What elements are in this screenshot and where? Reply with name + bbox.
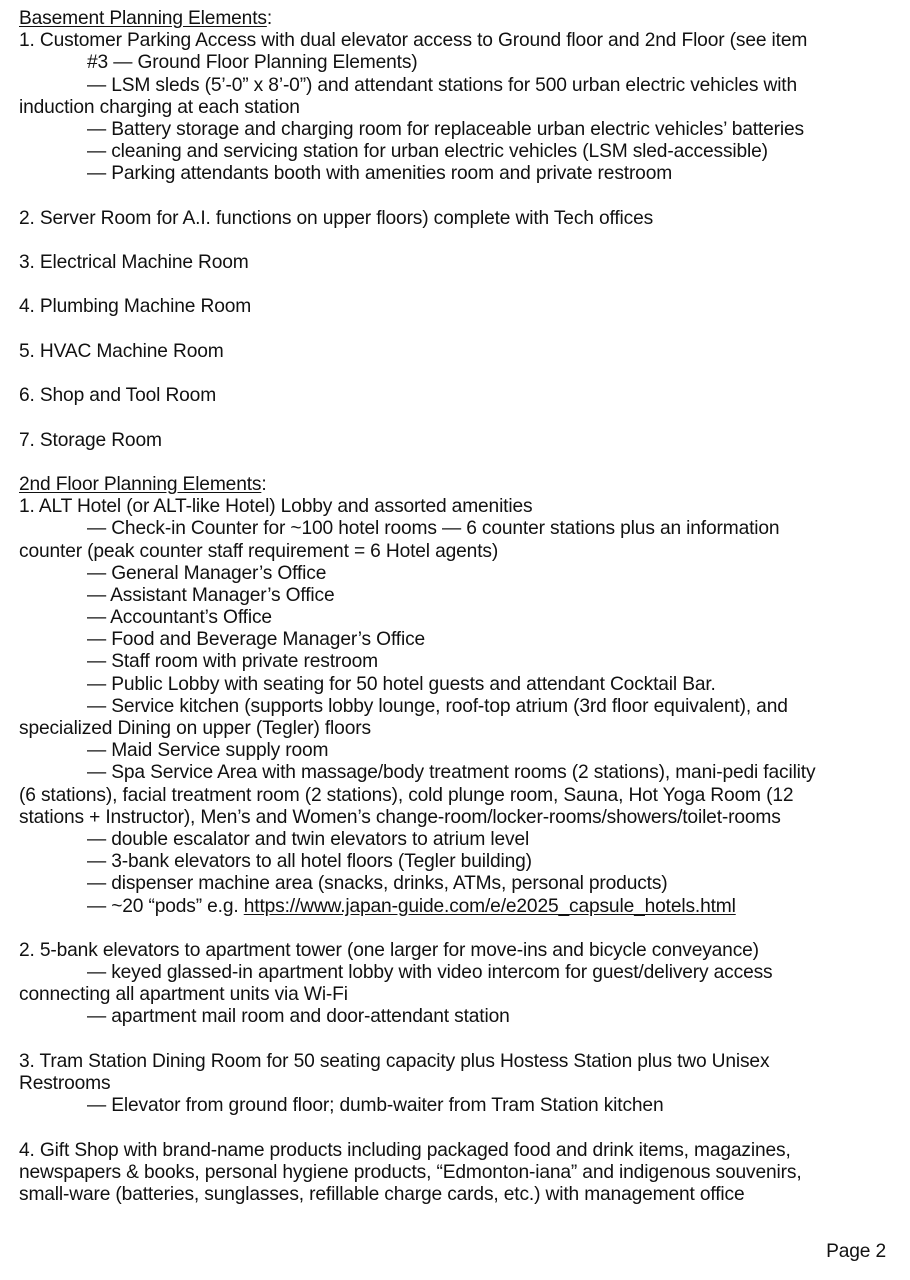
second-floor-heading-text: 2nd Floor Planning Elements (19, 473, 262, 495)
second-floor-heading-colon: : (261, 473, 267, 495)
second-floor-item-1-sub-kitchen: — Service kitchen (supports lobby lounge, roof-top atrium (3rd floor equivalent), and (87, 695, 788, 717)
second-floor-item-1-sub-maid-room: — Maid Service supply room (87, 740, 329, 762)
basement-item-3: 3. Electrical Machine Room (19, 252, 249, 274)
second-floor-item-2-sub-mail-room: — apartment mail room and door-attendant station (87, 1006, 510, 1028)
second-floor-item-2-sub-lobby-wrap: connecting all apartment units via Wi-Fi (19, 984, 348, 1006)
basement-heading-text: Basement Planning Elements (19, 8, 267, 29)
second-floor-heading (19, 474, 889, 496)
spacer (19, 186, 889, 208)
basement-item-1: 1. Customer Parking Access with dual elevator access to Ground floor and 2nd Floor (see item (19, 30, 808, 52)
basement-item-1-sub-lsm-sleds-wrap: induction charging at each station (19, 96, 300, 118)
second-floor-item-1-sub-kitchen-wrap: specialized Dining on upper (Tegler) floors (19, 718, 371, 739)
second-floor-item-2-sub-lobby: — keyed glassed-in apartment lobby with video intercom for guest/delivery access (87, 962, 773, 984)
spacer (19, 407, 889, 429)
basement-item-1-continuation: #3 — Ground Floor Planning Elements) (87, 52, 418, 74)
spacer (19, 363, 889, 385)
document-page (19, 8, 889, 1206)
second-floor-item-4: 4. Gift Shop with brand-name products including packaged food and drink items, magazines, (19, 1139, 791, 1161)
second-floor-item-1-sub-dispenser: — dispenser machine area (snacks, drinks, ATMs, personal products) (87, 873, 668, 895)
page-number: Page 2 (826, 1241, 886, 1262)
second-floor-item-2: 2. 5-bank elevators to apartment tower (one larger for move-ins and bicycle conveyance) (19, 939, 759, 961)
second-floor-item-1-sub-checkin: — Check-in Counter for ~100 hotel rooms — 6 counter stations plus an information (87, 518, 780, 540)
basement-heading-colon: : (266, 8, 273, 29)
second-floor-item-3-wrap: Restrooms (19, 1073, 111, 1094)
spacer (19, 918, 889, 940)
spacer (19, 1029, 889, 1051)
second-floor-item-1-sub-escalator: — double escalator and twin elevators to atrium level (87, 828, 530, 850)
basement-item-2: 2. Server Room for A.I. functions on upper floors) complete with Tech offices (19, 207, 654, 229)
second-floor-item-1-sub-staff-room: — Staff room with private restroom (87, 651, 378, 673)
second-floor-item-1-sub-spa-wrap-2: stations + Instructor), Men’s and Women’s change-room/locker-rooms/showers/toilet-rooms (19, 806, 781, 828)
basement-item-1-sub-battery: — Battery storage and charging room for replaceable urban electric vehicles’ batteries (87, 118, 804, 140)
spacer (19, 274, 889, 296)
spacer (19, 452, 889, 474)
basement-item-1-sub-attendants: — Parking attendants booth with amenities room and private restroom (87, 163, 673, 185)
second-floor-item-1-sub-spa-wrap-1: (6 stations), facial treatment room (2 stations), cold plunge room, Sauna, Hot Yoga Room (12 (19, 784, 794, 806)
basement-item-1-sub-lsm-sleds: — LSM sleds (5’-0” x 8’-0”) and attendant stations for 500 urban electric vehicles with (87, 74, 798, 96)
second-floor-item-1-sub-accountant-office: — Accountant’s Office (87, 607, 272, 629)
basement-item-5: 5. HVAC Machine Room (19, 340, 224, 362)
pods-text: — ~20 “pods” e.g. (87, 895, 244, 917)
second-floor-item-4-wrap-2: small-ware (batteries, sunglasses, refillable charge cards, etc.) with management office (19, 1183, 745, 1205)
basement-item-7: 7. Storage Room (19, 429, 162, 451)
spacer (19, 230, 889, 252)
second-floor-item-3-sub-elevator: — Elevator from ground floor; dumb-waiter from Tram Station kitchen (87, 1095, 664, 1117)
spacer (19, 319, 889, 341)
second-floor-item-1: 1. ALT Hotel (or ALT-like Hotel) Lobby and assorted amenities (19, 496, 533, 518)
second-floor-item-4-wrap-1: newspapers & books, personal hygiene products, “Edmonton-iana” and indigenous souvenirs, (19, 1161, 802, 1183)
second-floor-item-1-sub-public-lobby: — Public Lobby with seating for 50 hotel guests and attendant Cocktail Bar. (87, 673, 716, 695)
spacer (19, 1117, 889, 1139)
basement-item-6: 6. Shop and Tool Room (19, 385, 217, 407)
second-floor-item-1-sub-spa: — Spa Service Area with massage/body treatment rooms (2 stations), mani-pedi facility (87, 762, 816, 784)
basement-item-1-sub-cleaning: — cleaning and servicing station for urban electric vehicles (LSM sled-accessible) (87, 141, 768, 163)
second-floor-item-1-sub-gm-office: — General Manager’s Office (87, 562, 327, 584)
second-floor-item-1-sub-fb-office: — Food and Beverage Manager’s Office (87, 629, 426, 651)
second-floor-item-3: 3. Tram Station Dining Room for 50 seating capacity plus Hostess Station plus two Unisex (19, 1050, 770, 1072)
second-floor-item-1-sub-elevators: — 3-bank elevators to all hotel floors (Tegler building) (87, 851, 532, 873)
basement-item-4: 4. Plumbing Machine Room (19, 296, 252, 318)
basement-heading (19, 8, 889, 30)
capsule-hotels-link[interactable]: https://www.japan-guide.com/e/e2025_capsule_hotels.html (243, 895, 736, 917)
second-floor-item-1-sub-pods (19, 896, 889, 918)
second-floor-item-1-sub-checkin-wrap: counter (peak counter staff requirement = 6 Hotel agents) (19, 540, 499, 562)
second-floor-item-1-sub-am-office: — Assistant Manager’s Office (87, 584, 335, 606)
